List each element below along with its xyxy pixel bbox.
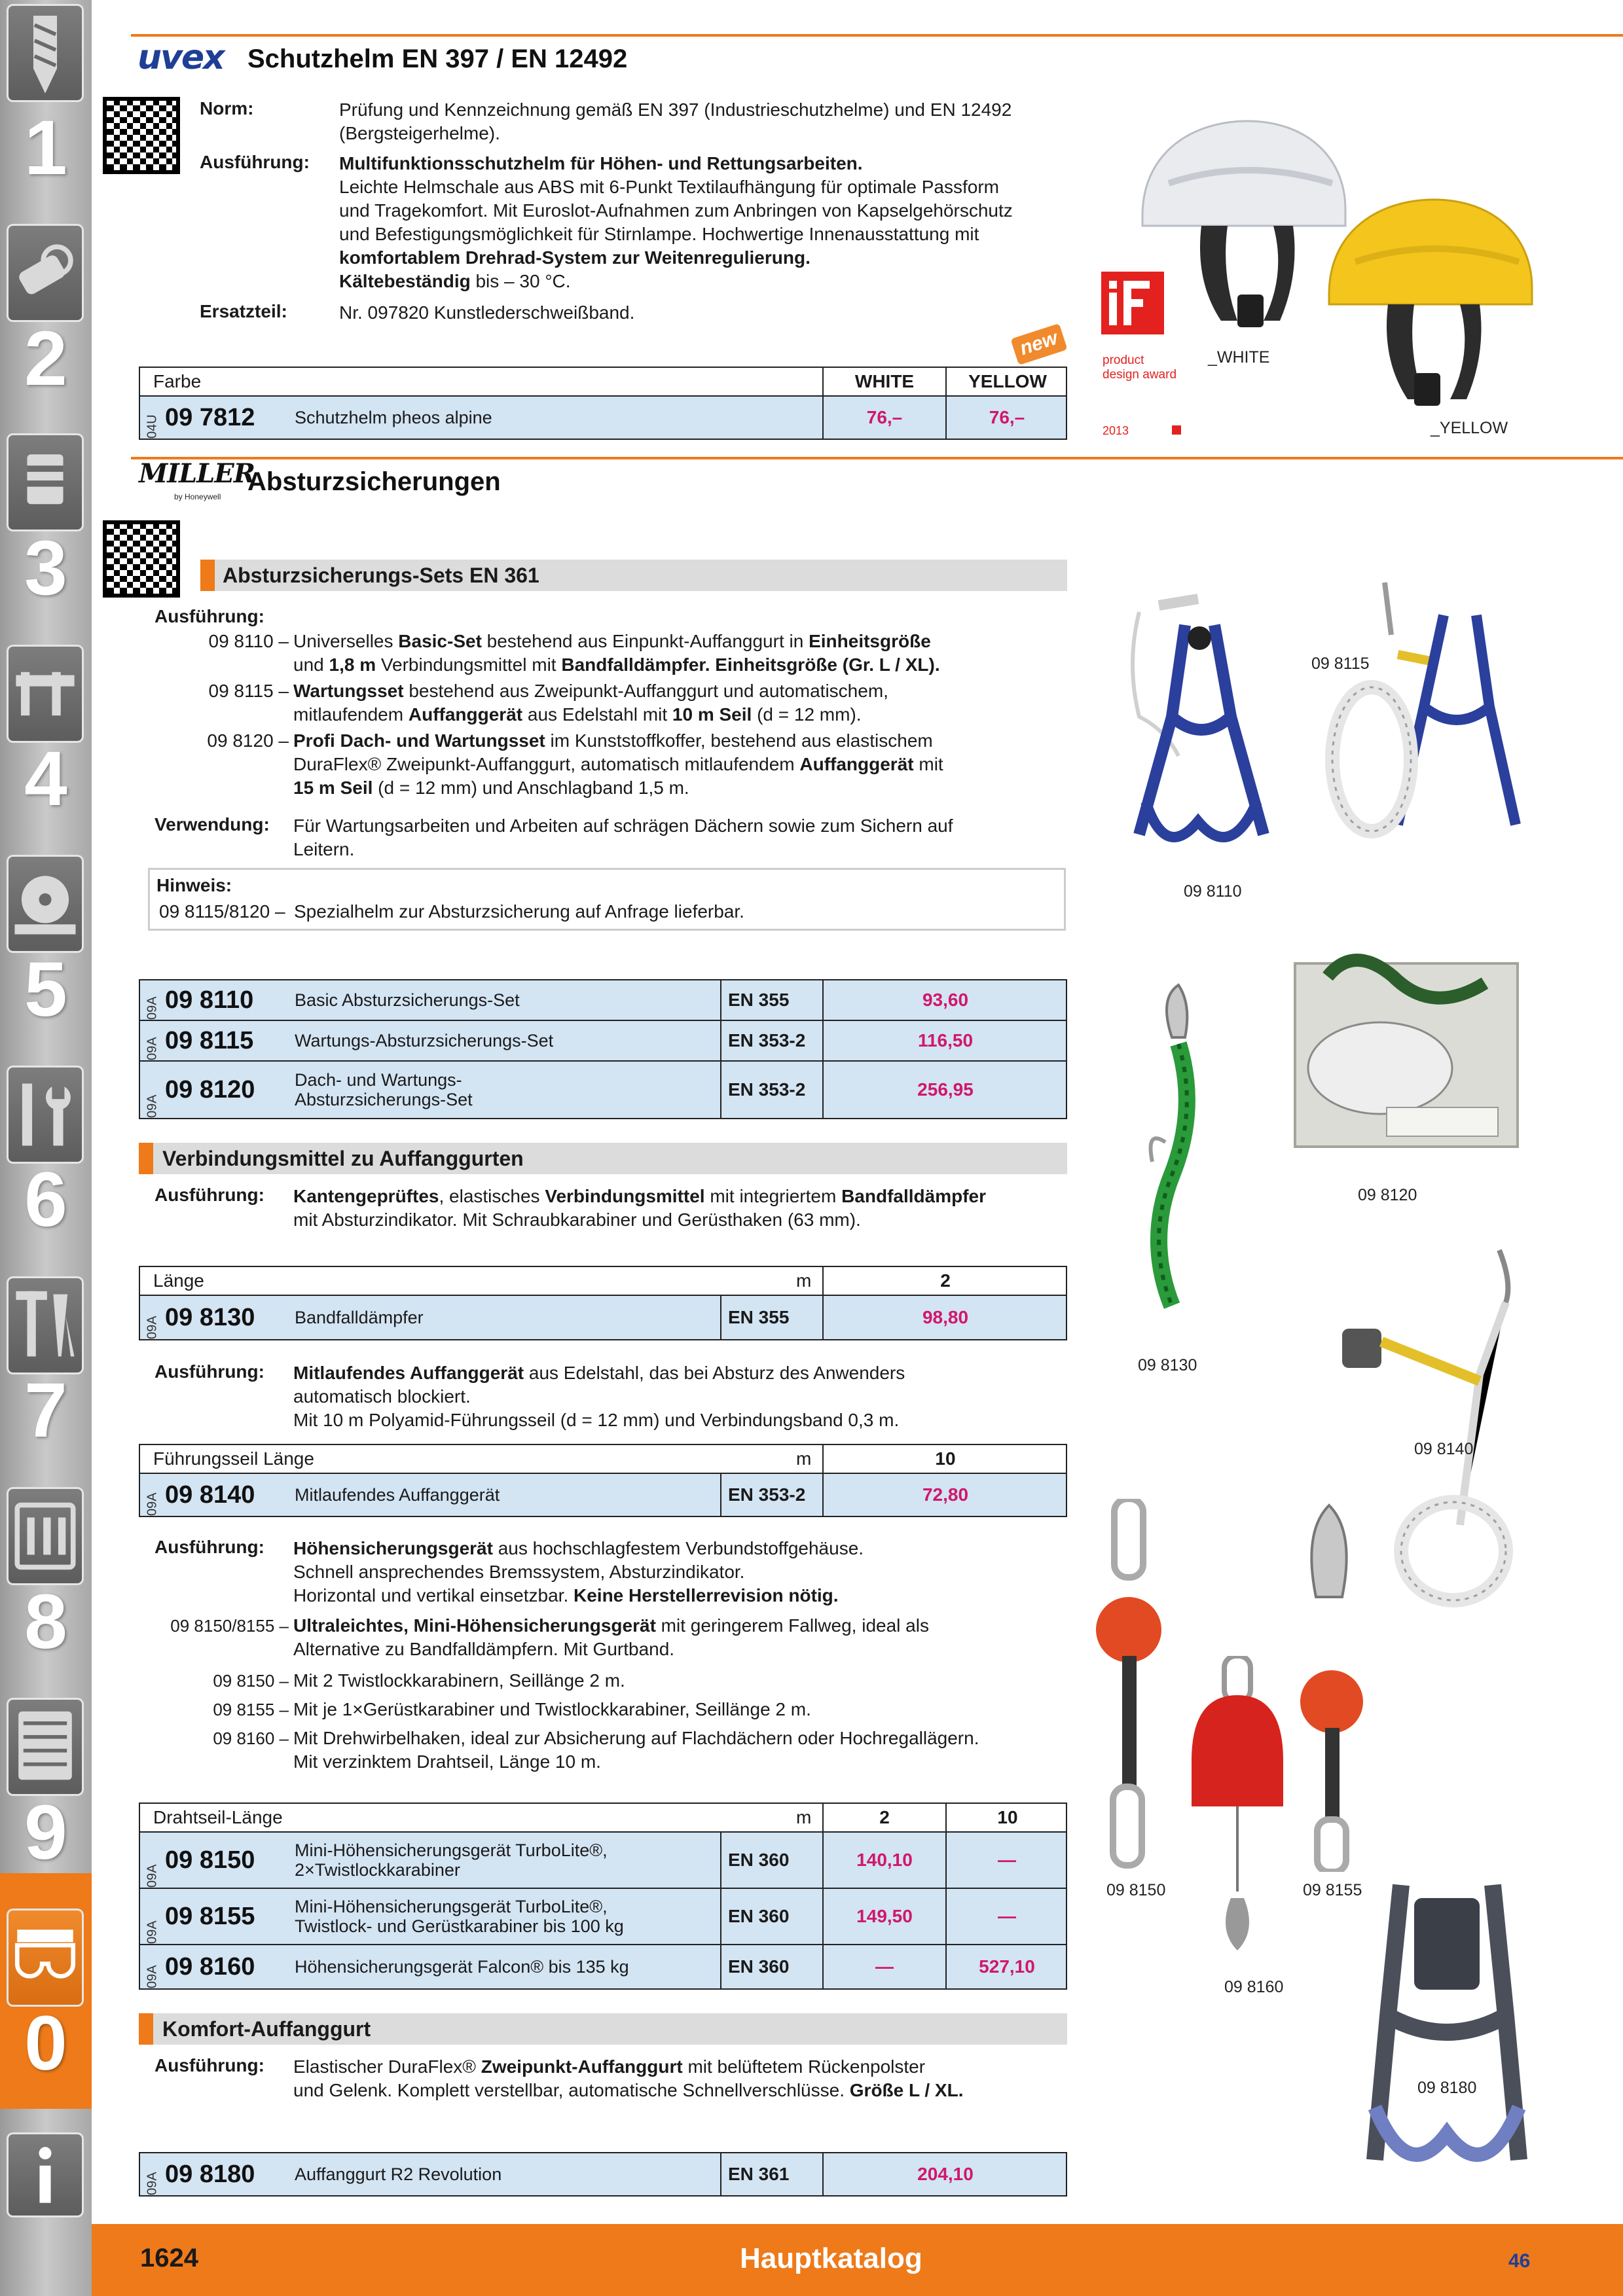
table-row[interactable] — [140, 1296, 1066, 1339]
article-number: 09 8150 — [165, 1846, 255, 1874]
verbindung-table — [139, 1266, 1067, 1340]
article-description: Mini-Höhensicherungsgerät TurboLite®, 2×Twistlockkarabiner — [295, 1840, 608, 1880]
award-square — [1172, 425, 1181, 435]
price: 116,50 — [917, 1030, 974, 1050]
standard: EN 353-2 — [728, 1484, 806, 1505]
new-badge: new — [1010, 323, 1067, 365]
header-col2: 10 — [997, 1807, 1018, 1827]
table-header — [140, 368, 1066, 397]
article-description: Dach- und Wartungs- Absturzsicherungs-Set — [295, 1070, 473, 1109]
header-unit: m — [796, 1807, 812, 1827]
section-rule — [131, 457, 1623, 459]
srl-8155-image — [1290, 1499, 1375, 1872]
hinweis-text: Spezialhelm zur Absturzsicherung auf Anfrage lieferbar. — [294, 901, 744, 922]
hoehen-items — [155, 1614, 1084, 1779]
chapter-sidebar — [0, 0, 92, 2296]
price-white: 76,– — [866, 407, 903, 427]
page-number: 1624 — [140, 2244, 198, 2272]
caption-yellow: _YELLOW — [1431, 419, 1508, 437]
catalog-name: Hauptkatalog — [740, 2242, 922, 2274]
article-description: Basic Absturzsicherungs-Set — [295, 990, 520, 1010]
standard: EN 353-2 — [728, 1079, 806, 1100]
price-group: 04U — [145, 414, 160, 439]
award-year: 2013 — [1103, 424, 1129, 437]
article-description: Wartungs-Absturzsicherungs-Set — [295, 1031, 554, 1050]
tool-cabinet-icon[interactable] — [7, 1698, 84, 1796]
price-10m: — — [998, 1906, 1016, 1926]
top-rule — [131, 34, 1623, 37]
hoehen-item-8160: 09 8160 – Mit Drehwirbelhaken, ideal zur Absicherung auf Flachdächern oder Hochregallägern. Mit verzinktem Drahtseil, Länge 10 m. — [213, 1728, 979, 1772]
komfort-text: Elastischer DuraFlex® Zweipunkt-Auffanggurt mit belüftetem Rückenpolster und Gelenk. Komplett verstellbar, automatische Schnellverschlüsse. Größe L / XL. — [293, 2056, 964, 2100]
komfort-ausfuehrung-label: Ausführung: — [155, 2055, 264, 2075]
price-2m: 140,10 — [856, 1850, 913, 1870]
price-yellow: 76,– — [989, 407, 1025, 427]
harness-8115-image — [1319, 576, 1535, 864]
article-description: Auffanggurt R2 Revolution — [295, 2164, 502, 2184]
price: 72,80 — [922, 1484, 969, 1505]
chapter-number-2[interactable]: 2 — [24, 315, 67, 402]
ersatzteil-text: Nr. 097820 Kunstlederschweißband. — [339, 302, 635, 323]
yellow-helmet-image — [1316, 187, 1552, 409]
qr-code-fall[interactable] — [103, 520, 180, 598]
article-description: Bandfalldämpfer — [295, 1308, 424, 1327]
komfort-table — [139, 2152, 1067, 2197]
price-group: 09A — [145, 1037, 160, 1060]
caption-8155: 09 8155 — [1303, 1881, 1362, 1899]
table-row[interactable] — [140, 1021, 1066, 1062]
hinweis-code: 09 8115/8120 – — [159, 901, 285, 922]
price: 204,10 — [917, 2164, 974, 2184]
price-group: 09A — [145, 1094, 160, 1118]
chapter-number-4[interactable]: 4 — [24, 736, 67, 822]
standard: EN 361 — [728, 2164, 790, 2184]
article-number: 09 8115 — [165, 1026, 254, 1054]
sets-table — [139, 979, 1067, 1119]
chapter-number-8[interactable]: 8 — [24, 1579, 67, 1665]
caption-8140: 09 8140 — [1414, 1440, 1474, 1458]
price-group: 09A — [145, 1965, 160, 1988]
falcon-8160-image — [1178, 1656, 1296, 1964]
article-number: 09 8180 — [165, 2160, 255, 2188]
price: 256,95 — [917, 1079, 974, 1100]
sets-heading: Absturzsicherungs-Sets EN 361 — [223, 564, 539, 587]
wrench-icon[interactable] — [7, 1066, 84, 1164]
chapter-number-9[interactable]: 9 — [24, 1789, 67, 1876]
sets-heading-bar — [200, 560, 1067, 591]
norm-label: Norm: — [200, 98, 254, 118]
mitlaufend-ausfuehrung-label: Ausführung: — [155, 1361, 264, 1382]
table-row[interactable] — [140, 2153, 1066, 2195]
table-row[interactable] — [140, 1889, 1066, 1945]
table-row[interactable] — [140, 1062, 1066, 1118]
article-number: 09 8120 — [165, 1075, 255, 1103]
komfort-heading: Komfort-Auffanggurt — [162, 2017, 371, 2041]
price-group: 09A — [145, 2172, 160, 2195]
standard: EN 353-2 — [728, 1030, 806, 1050]
hinweis-label: Hinweis: — [156, 875, 232, 895]
article-number: 09 8140 — [165, 1480, 255, 1509]
angle-grinder-icon[interactable] — [7, 224, 84, 322]
qr-code-helmet[interactable] — [103, 97, 180, 174]
article-number: 09 7812 — [165, 403, 255, 431]
caption-8115: 09 8115 — [1311, 655, 1370, 673]
helmet-table — [139, 367, 1067, 440]
chapter-number-0[interactable]: 0 — [24, 2000, 67, 2087]
uvex-logo: uvex — [137, 38, 224, 77]
footer-small-number: 46 — [1508, 2250, 1531, 2272]
header-col1: 2 — [940, 1270, 951, 1291]
price-group: 09A — [145, 1316, 160, 1339]
table-header — [140, 1267, 1066, 1296]
miller-logo: MILLER — [139, 458, 255, 489]
caption-8130: 09 8130 — [1138, 1356, 1197, 1374]
set-item-8120: 09 8120 – Profi Dach- und Wartungsset im Kunststoffkoffer, bestehend aus elastischem DuraFlex® Zweipunkt-Auffanggurt, automatisch mitlaufendem Auffanggerät mit 15 m Seil (d = 12 mm) und Anschlagband 1,5 m. — [207, 730, 943, 798]
header-unit: m — [796, 1448, 812, 1469]
hoehen-item-8155: 09 8155 – Mit je 1×Gerüstkarabiner und Twistlockkarabiner, Seillänge 2 m. — [213, 1699, 811, 1719]
ersatzteil-label: Ersatzteil: — [200, 301, 287, 321]
fall-section-title: Absturzsicherungen — [247, 467, 501, 496]
miller-sub: by Honeywell — [174, 492, 221, 501]
award-caption: product design award — [1103, 353, 1177, 382]
standard: EN 360 — [728, 1850, 790, 1870]
article-description: Mini-Höhensicherungsgerät TurboLite®, Twistlock- und Gerüstkarabiner bis 100 kg — [295, 1897, 624, 1936]
hoehen-text: Höhensicherungsgerät aus hochschlagfestem Verbundstoffgehäuse. Schnell ansprechendes Bremssystem, Absturzindikator. Horizontal und vertikal einsetzbar. Keine Herstellerrevision nötig. — [293, 1538, 864, 1605]
verbindung-heading-bar — [139, 1143, 1067, 1174]
article-description: Mitlaufendes Auffanggerät — [295, 1485, 500, 1505]
article-description: Schutzhelm pheos alpine — [295, 408, 492, 427]
chapter-number-3[interactable]: 3 — [24, 525, 67, 611]
ausfuehrung-label: Ausführung: — [200, 152, 310, 172]
article-number: 09 8155 — [165, 1902, 255, 1930]
chapter-number-5[interactable]: 5 — [24, 946, 67, 1033]
helmet-description: Multifunktionsschutzhelm für Höhen- und Rettungsarbeiten. Leichte Helmschale aus ABS mit 6-Punkt Textilaufhängung für optimale Passform und Tragekomfort. Mit Euroslot-Aufnahmen zum Anbringen von Kapselgehörschutz und Befestigungsmöglichkeit für Stirnlampe. Hochwertige Innenausstattung mit komfortablem Drehrad-System zur Weitenregulierung. Kältebeständig bis – 30 °C. — [339, 153, 1013, 291]
chapter-number-1[interactable]: 1 — [24, 105, 67, 191]
price-group: 09A — [145, 1492, 160, 1516]
verbindung-text: Kantengeprüftes, elastisches Verbindungsmittel mit integriertem Bandfalldämpfer mit Absturzindikator. Mit Schraubkarabiner und Gerüsthaken (63 mm). — [293, 1186, 987, 1230]
page-footer — [92, 2224, 1623, 2296]
header-fuehrungsseil: Führungsseil Länge — [153, 1448, 314, 1469]
hoehen-ausfuehrung-label: Ausführung: — [155, 1537, 264, 1557]
harness-8180-image — [1349, 1872, 1545, 2206]
article-number: 09 8130 — [165, 1303, 255, 1331]
price-10m: 527,10 — [979, 1956, 1035, 1977]
header-col1: 2 — [879, 1807, 890, 1827]
hole-saw-icon[interactable] — [7, 433, 84, 531]
price-group: 09A — [145, 996, 160, 1020]
caption-8180: 09 8180 — [1417, 2079, 1477, 2097]
price: 98,80 — [922, 1307, 969, 1327]
set-item-8110: 09 8110 – Universelles Basic-Set bestehend aus Einpunkt-Auffanggurt in Einheitsgröße und 1,8 m Verbindungsmittel mit Bandfalldämpfer. Einheitsgröße (Gr. L / XL). — [208, 631, 940, 675]
table-row[interactable] — [140, 1945, 1066, 1988]
table-row[interactable] — [140, 1833, 1066, 1889]
mitlaufend-table — [139, 1444, 1067, 1517]
header-drahtseil: Drahtseil-Länge — [153, 1807, 283, 1827]
price: 93,60 — [922, 990, 969, 1010]
header-farbe: Farbe — [153, 371, 202, 391]
standard: EN 355 — [728, 990, 790, 1010]
sets-ausfuehrung-label: Ausführung: — [155, 606, 264, 626]
table-header — [140, 1445, 1066, 1474]
article-number: 09 8110 — [165, 986, 254, 1014]
standard: EN 360 — [728, 1956, 790, 1977]
table-row[interactable] — [140, 397, 1066, 439]
hinweis-box — [148, 868, 1066, 931]
article-description: Höhensicherungsgerät Falcon® bis 135 kg — [295, 1957, 629, 1977]
case-8120-image — [1288, 937, 1532, 1173]
verwendung-label: Verwendung: — [155, 814, 270, 834]
safety-glasses-icon[interactable] — [7, 1909, 84, 2007]
komfort-heading-bar — [139, 2013, 1067, 2045]
srl-8150-image — [1087, 1499, 1172, 1872]
drill-bit-icon[interactable] — [7, 4, 84, 102]
table-row[interactable] — [140, 1474, 1066, 1516]
verbindung-heading: Verbindungsmittel zu Auffanggurten — [162, 1147, 524, 1170]
chapter-number-7[interactable]: 7 — [24, 1367, 67, 1454]
header-laenge: Länge — [153, 1270, 204, 1291]
hoehen-item-8150-8155: 09 8150/8155 – Ultraleichtes, Mini-Höhensicherungsgerät mit geringerem Fallweg, ideal als Alternative zu Bandfalldämpfern. Mit Gurtband. — [170, 1615, 929, 1659]
header-unit: m — [796, 1270, 812, 1291]
norm-text: Prüfung und Kennzeichnung gemäß EN 397 (Industrieschutzhelme) und EN 12492 (Bergsteigerhelme). — [339, 99, 1012, 143]
standard: EN 355 — [728, 1307, 790, 1327]
helmet-section-title: Schutzhelm EN 397 / EN 12492 — [247, 45, 628, 73]
pliers-icon[interactable] — [7, 1276, 84, 1374]
lanyard-8130-image — [1113, 978, 1231, 1352]
price-group: 09A — [145, 1920, 160, 1944]
caption-white: _WHITE — [1208, 348, 1270, 367]
price-group: 09A — [145, 1864, 160, 1888]
caliper-icon[interactable] — [7, 645, 84, 743]
mitlaufend-text: Mitlaufendes Auffanggerät aus Edelstahl, das bei Absturz des Anwenders automatisch blockiert. Mit 10 m Polyamid-Führungsseil (d = 12 mm) und Verbindungsband 0,3 m. — [293, 1363, 905, 1430]
harness-8110-image — [1100, 586, 1309, 880]
table-row[interactable] — [140, 980, 1066, 1021]
standard: EN 360 — [728, 1906, 790, 1926]
table-header — [140, 1804, 1066, 1833]
caption-8160: 09 8160 — [1224, 1978, 1284, 1996]
header-white: WHITE — [854, 371, 915, 391]
verbindung-ausfuehrung-label: Ausführung: — [155, 1185, 264, 1205]
caption-8150: 09 8150 — [1106, 1881, 1166, 1899]
header-yellow: YELLOW — [968, 371, 1047, 391]
price-10m: — — [998, 1850, 1016, 1870]
caption-8110: 09 8110 — [1184, 882, 1242, 901]
chapter-number-6[interactable]: 6 — [24, 1157, 67, 1243]
set-item-8115: 09 8115 – Wartungsset bestehend aus Zweipunkt-Auffanggurt und automatischem, mitlaufendem Auffanggerät aus Edelstahl mit 10 m Seil (d = 12 mm). — [208, 681, 888, 725]
price-2m: 149,50 — [856, 1906, 913, 1926]
verwendung-text: Für Wartungsarbeiten und Arbeiten auf schrägen Dächern sowie zum Sichern auf Leitern. — [293, 816, 953, 859]
header-col1: 10 — [935, 1448, 956, 1469]
price-2m: — — [875, 1956, 894, 1977]
hoehen-item-8150: 09 8150 – Mit 2 Twistlockkarabinern, Seillänge 2 m. — [213, 1670, 625, 1691]
hoehen-table — [139, 1803, 1067, 1990]
article-number: 09 8160 — [165, 1952, 255, 1981]
sets-items — [155, 630, 1084, 802]
saw-blade-icon[interactable] — [7, 855, 84, 953]
caption-8120: 09 8120 — [1358, 1186, 1417, 1204]
toolbox-icon[interactable] — [7, 1487, 84, 1585]
